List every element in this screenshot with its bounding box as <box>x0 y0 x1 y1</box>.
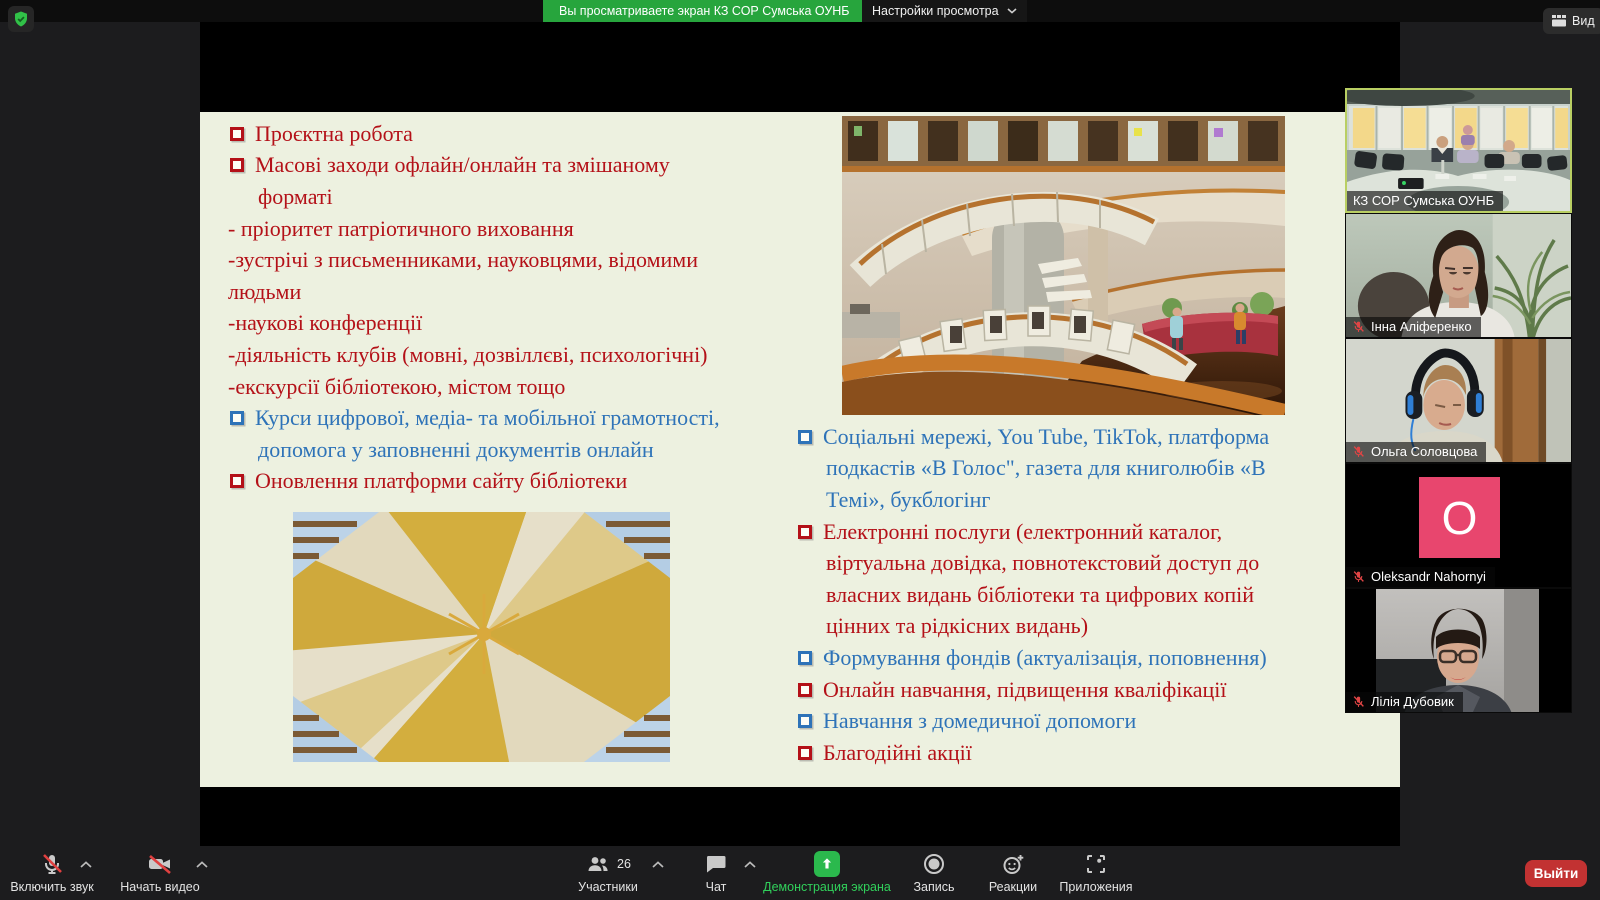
grid-view-icon <box>1552 15 1566 27</box>
slide-line-text: Формування фондів (актуалізація, поповнення) <box>823 644 1267 670</box>
checkbox-bullet-icon <box>230 474 244 488</box>
apps-button[interactable]: Приложения <box>1058 850 1134 894</box>
slide-line <box>228 308 828 340</box>
participant-name-label: Oleksandr Nahornyi <box>1346 567 1495 587</box>
participants-icon <box>585 852 611 876</box>
slide-line-text: - пріоритет патріотичного виховання <box>228 215 574 241</box>
slide-line-text: Благодійні акції <box>823 739 972 765</box>
slide-line <box>228 402 828 434</box>
share-screen-button[interactable]: Демонстрация экрана <box>760 850 894 894</box>
avatar: O <box>1419 477 1500 558</box>
muted-mic-icon <box>1352 320 1365 333</box>
slide-line-text: Соціальні мережі, You Tube, TikTok, платформа <box>823 423 1270 449</box>
video-tile-room[interactable] <box>1345 88 1572 213</box>
checkbox-bullet-icon <box>230 127 244 141</box>
participants-count-badge: 26 <box>617 857 631 871</box>
video-tile-liliya[interactable] <box>1345 588 1572 713</box>
slide-line-text: цінних та рідкісних видань) <box>826 613 1089 639</box>
record-icon <box>922 852 946 876</box>
slide-line-text: Темі», букблогінг <box>826 486 991 512</box>
slide-line-text: форматі <box>258 183 333 209</box>
slide-line-text: власних видань бібліотеки та цифрових копій <box>826 581 1255 607</box>
slide-line-text: Онлайн навчання, підвищення кваліфікації <box>823 676 1227 702</box>
reactions-icon <box>1001 852 1026 876</box>
muted-mic-icon <box>1352 445 1365 458</box>
slide-line-text: допомога у заповненні документів онлайн <box>258 436 654 462</box>
slide-line <box>228 150 828 182</box>
chat-options-chevron[interactable] <box>744 861 756 868</box>
slide-line-text: віртуальна довідка, повнотекстовий доступ до <box>826 550 1260 576</box>
slide-line-text: Курси цифрової, медіа- та мобільної грамотності, <box>255 405 720 431</box>
chandelier-ceiling-photo <box>293 512 670 762</box>
start-video-button[interactable]: Начать видео <box>112 850 208 894</box>
participants-button[interactable]: 26 Участники <box>570 850 646 894</box>
slide-line-text: Електронні послуги (електронний каталог, <box>823 518 1223 544</box>
muted-mic-icon <box>1352 570 1365 583</box>
library-atrium-photo <box>842 116 1285 415</box>
checkbox-bullet-icon <box>798 525 812 539</box>
camera-off-icon <box>147 852 173 876</box>
participant-name-label: Ольга Соловцова <box>1346 442 1486 462</box>
slide-line <box>228 371 828 403</box>
slide-line <box>228 213 828 245</box>
slide-line-text: -екскурсії бібліотекою, містом тощо <box>228 373 566 399</box>
slide-line <box>228 434 828 466</box>
checkbox-bullet-icon <box>230 158 244 172</box>
video-tile-inna[interactable] <box>1345 213 1572 338</box>
reactions-button[interactable]: Реакции <box>981 850 1045 894</box>
slide-line <box>796 737 1476 769</box>
participant-name-label: Інна Аліференко <box>1346 317 1481 337</box>
leave-meeting-button[interactable]: Выйти <box>1525 860 1587 887</box>
slide-line <box>228 466 828 498</box>
mic-options-chevron[interactable] <box>80 861 92 868</box>
meeting-toolbar <box>0 844 1600 900</box>
presentation-slide <box>200 112 1400 787</box>
slide-line <box>228 339 828 371</box>
slide-line-text: подкастів «В Голос", газета для книголюбів «В <box>826 455 1266 481</box>
slide-line-text: -зустрічі з письменниками, науковцями, відомими <box>228 247 698 273</box>
share-screen-icon <box>814 851 840 877</box>
slide-line <box>228 244 828 276</box>
video-tile-olga[interactable] <box>1345 338 1572 463</box>
muted-mic-icon <box>1352 695 1365 708</box>
muted-mic-icon <box>40 852 64 876</box>
participant-video-strip <box>1345 88 1572 713</box>
slide-line-text: людьми <box>228 278 302 304</box>
slide-line-text: Масові заходи офлайн/онлайн та змішаному <box>255 152 670 178</box>
slide-line-text: Навчання з домедичної допомоги <box>823 708 1137 734</box>
video-tile-oleksandr[interactable] <box>1345 463 1572 588</box>
top-bar <box>0 0 1600 22</box>
chat-button[interactable]: Чат <box>690 850 742 894</box>
security-shield-button[interactable] <box>8 6 34 32</box>
view-button[interactable] <box>1543 8 1600 34</box>
slide-line <box>228 276 828 308</box>
checkbox-bullet-icon <box>798 683 812 697</box>
shield-check-icon <box>12 10 30 28</box>
shared-screen-area <box>200 22 1400 846</box>
checkbox-bullet-icon <box>798 651 812 665</box>
participant-name-label: КЗ СОР Сумська ОУНБ <box>1347 191 1503 211</box>
participant-name-label: Лілія Дубовик <box>1346 692 1463 712</box>
slide-left-column <box>228 118 828 497</box>
apps-icon <box>1084 852 1108 876</box>
slide-line <box>228 181 828 213</box>
view-settings-dropdown[interactable] <box>862 0 1027 22</box>
chevron-down-icon <box>1007 8 1017 14</box>
view-button-label: Вид <box>1572 14 1595 28</box>
participants-options-chevron[interactable] <box>652 861 664 868</box>
view-settings-label: Настройки просмотра <box>872 4 999 18</box>
checkbox-bullet-icon <box>798 714 812 728</box>
slide-line-text: -діяльність клубів (мовні, дозвіллєві, психологічні) <box>228 341 708 367</box>
screen-share-banner <box>543 0 866 22</box>
slide-line-text: Оновлення платформи сайту бібліотеки <box>255 468 628 494</box>
checkbox-bullet-icon <box>798 746 812 760</box>
chat-icon <box>704 852 728 876</box>
video-options-chevron[interactable] <box>196 861 208 868</box>
unmute-button[interactable]: Включить звук <box>6 850 98 894</box>
record-button[interactable]: Запись <box>905 850 963 894</box>
checkbox-bullet-icon <box>798 430 812 444</box>
slide-line-text: -наукові конференції <box>228 310 423 336</box>
checkbox-bullet-icon <box>230 411 244 425</box>
screen-share-banner-text: Вы просматриваете экран КЗ СОР Сумська ОУНБ <box>559 4 850 18</box>
slide-line-text: Проєктна робота <box>255 120 413 146</box>
slide-line <box>228 118 828 150</box>
